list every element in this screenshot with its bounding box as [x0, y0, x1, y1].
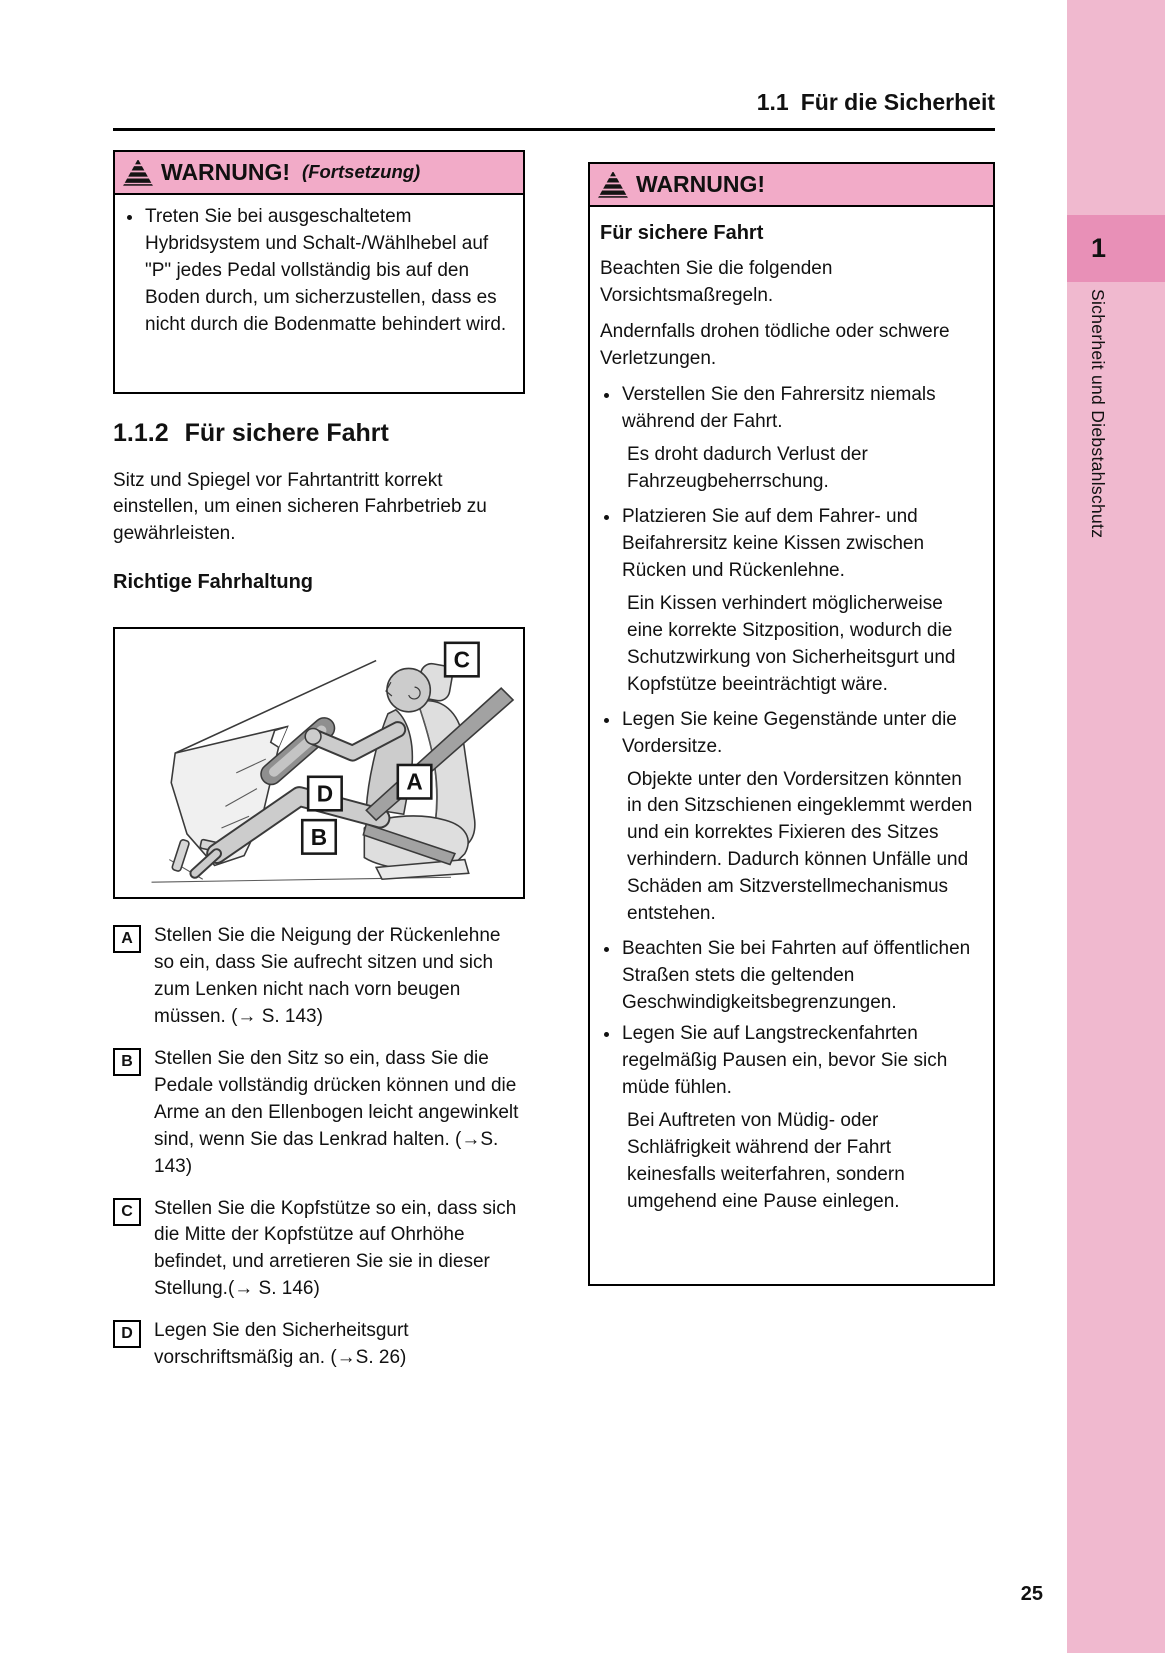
figure-label-D: [308, 777, 341, 810]
warning-body: [590, 207, 993, 1236]
list-item-A: [113, 923, 525, 1031]
list-item-D: [113, 1318, 525, 1372]
svg-text:C: C: [453, 646, 471, 673]
warning-bullet: [600, 707, 981, 929]
section-intro: Sitz und Spiegel vor Fahrtantritt korrekt einstellen, um einen sicheren Fahrbetrieb zu gewährleisten.: [113, 469, 487, 545]
chapter-number-tab: [1067, 215, 1165, 282]
bullet-subtext: Es droht dadurch Verlust der Fahrzeugbeherrschung.: [627, 443, 868, 492]
warning-box-continued: [113, 150, 525, 394]
warning-title: WARNUNG!: [636, 171, 766, 197]
warning-bullet-text: Treten Sie bei ausgeschaltetem Hybridsystem und Schalt-/Wählhebel auf "P" jedes Pedal vollständig bis auf den Boden durch, um sicherzustellen, dass es nicht durch die Bodenmatte behindert wird.: [145, 205, 507, 335]
warning-box-safe-driving: [588, 162, 995, 1286]
figure-label-A: [398, 765, 431, 798]
subsection-heading: Richtige Fahrhaltung: [113, 571, 313, 594]
bullet-subtext: Bei Auftreten von Müdig- oder Schläfrigkeit während der Fahrt keinesfalls weiterfahren, sondern umgehend eine Pause einlegen.: [627, 1110, 905, 1213]
warning-body: [115, 195, 523, 349]
bullet-subtext: Objekte unter den Vordersitzen könnten in den Sitzschienen eingeklemmt werden und ein korrektes Fixieren des Sitzes verhindern. Dadurch können Unfälle und Schäden am Sitzverstellmechanismus entstehen.: [627, 768, 973, 925]
chapter-number: 1: [1091, 233, 1107, 264]
bullet-text: Beachten Sie bei Fahrten auf öffentlichen Straßen stets die geltenden Geschwindigkeitsbegrenzungen.: [622, 938, 971, 1014]
item-text-C: Stellen Sie die Kopfstütze so ein, dass sich die Mitte der Kopfstütze auf Ohrhöhe befindet, und arretieren Sie sie in dieser Stellung.(→ S. 146): [154, 1197, 517, 1300]
warning-intro-2: Andernfalls drohen tödliche oder schwere Verletzungen.: [600, 320, 950, 369]
bullet-dot-icon: [604, 393, 609, 398]
warning-bullet: [600, 504, 981, 699]
svg-text:B: B: [310, 823, 328, 850]
item-text-D: Legen Sie den Sicherheitsgurt vorschriftsmäßig an. (→S. 26): [154, 1320, 409, 1369]
warning-triangle-icon: [123, 159, 153, 186]
warning-bullet: [600, 382, 981, 496]
bullet-text: Legen Sie auf Langstreckenfahrten regelmäßig Pausen ein, bevor Sie sich müde fühlen.: [622, 1023, 948, 1099]
section-heading: [113, 416, 525, 452]
warning-title: WARNUNG!: [161, 159, 291, 185]
header-rule: [113, 128, 995, 131]
page-number: 25: [1020, 1583, 1043, 1605]
bullet-text: Legen Sie keine Gegenstände unter die Vordersitze.: [622, 708, 957, 757]
section-title: Für sichere Fahrt: [184, 419, 389, 447]
warning-bullet: [600, 936, 981, 1017]
item-label-A: A: [113, 925, 141, 953]
figure-label-C: [445, 643, 478, 676]
bullet-text: Verstellen Sie den Fahrersitz niemals während der Fahrt.: [622, 383, 936, 432]
section-number: 1.1.2: [113, 419, 169, 447]
warning-bullet: [123, 204, 513, 339]
page-title-number: 1.1: [756, 89, 789, 115]
item-text-A: Stellen Sie die Neigung der Rückenlehne so ein, dass Sie aufrecht sitzen und sich zum Lenken nicht nach vorn beugen müssen. (→ S. 143): [154, 924, 501, 1027]
list-item-B: [113, 1046, 525, 1181]
warning-section-heading: Für sichere Fahrt: [600, 221, 764, 244]
driver-seat-illustration: [115, 631, 523, 895]
page-title-text: Für die Sicherheit: [800, 89, 995, 115]
page-title: [757, 86, 995, 119]
bullet-subtext: Ein Kissen verhindert möglicherweise eine korrekte Sitzposition, wodurch die Schutzwirkung von Sicherheitsgurt und Kopfstütze beeinträchtigt wäre.: [627, 592, 956, 695]
warning-intro-1: Beachten Sie die folgenden Vorsichtsmaßregeln.: [600, 258, 833, 307]
driving-position-figure: [113, 627, 525, 899]
warning-triangle-icon: [598, 171, 628, 198]
svg-text:A: A: [406, 768, 423, 795]
warning-continuation-label: (Fortsetzung): [302, 161, 421, 183]
bullet-dot-icon: [604, 718, 609, 723]
item-text-B: Stellen Sie den Sitz so ein, dass Sie die Pedale vollständig drücken können und die Arme an den Ellenbogen leicht angewinkelt sind, wenn Sie das Lenkrad halten. (→S. 143): [154, 1047, 519, 1177]
list-item-C: [113, 1196, 525, 1304]
svg-text:D: D: [316, 780, 334, 807]
bullet-dot-icon: [604, 1032, 609, 1037]
right-column: [588, 162, 995, 1286]
bullet-text: Platzieren Sie auf dem Fahrer- und Beifahrersitz keine Kissen zwischen Rücken und Rückenlehne.: [622, 505, 925, 581]
item-label-D: D: [113, 1320, 141, 1348]
chapter-sidebar: [1067, 0, 1165, 1653]
bullet-dot-icon: [127, 215, 132, 220]
item-label-C: C: [113, 1198, 141, 1226]
bullet-dot-icon: [604, 515, 609, 520]
warning-header: [115, 152, 523, 195]
item-label-B: B: [113, 1048, 141, 1076]
bullet-dot-icon: [604, 947, 609, 952]
warning-bullet-list: [600, 382, 981, 1216]
warning-bullet: [600, 1021, 981, 1216]
figure-label-B: [302, 820, 335, 853]
chapter-title-vertical: Sicherheit und Diebstahlschutz: [1087, 289, 1108, 539]
left-column: [113, 150, 525, 1387]
warning-header: [590, 164, 993, 207]
